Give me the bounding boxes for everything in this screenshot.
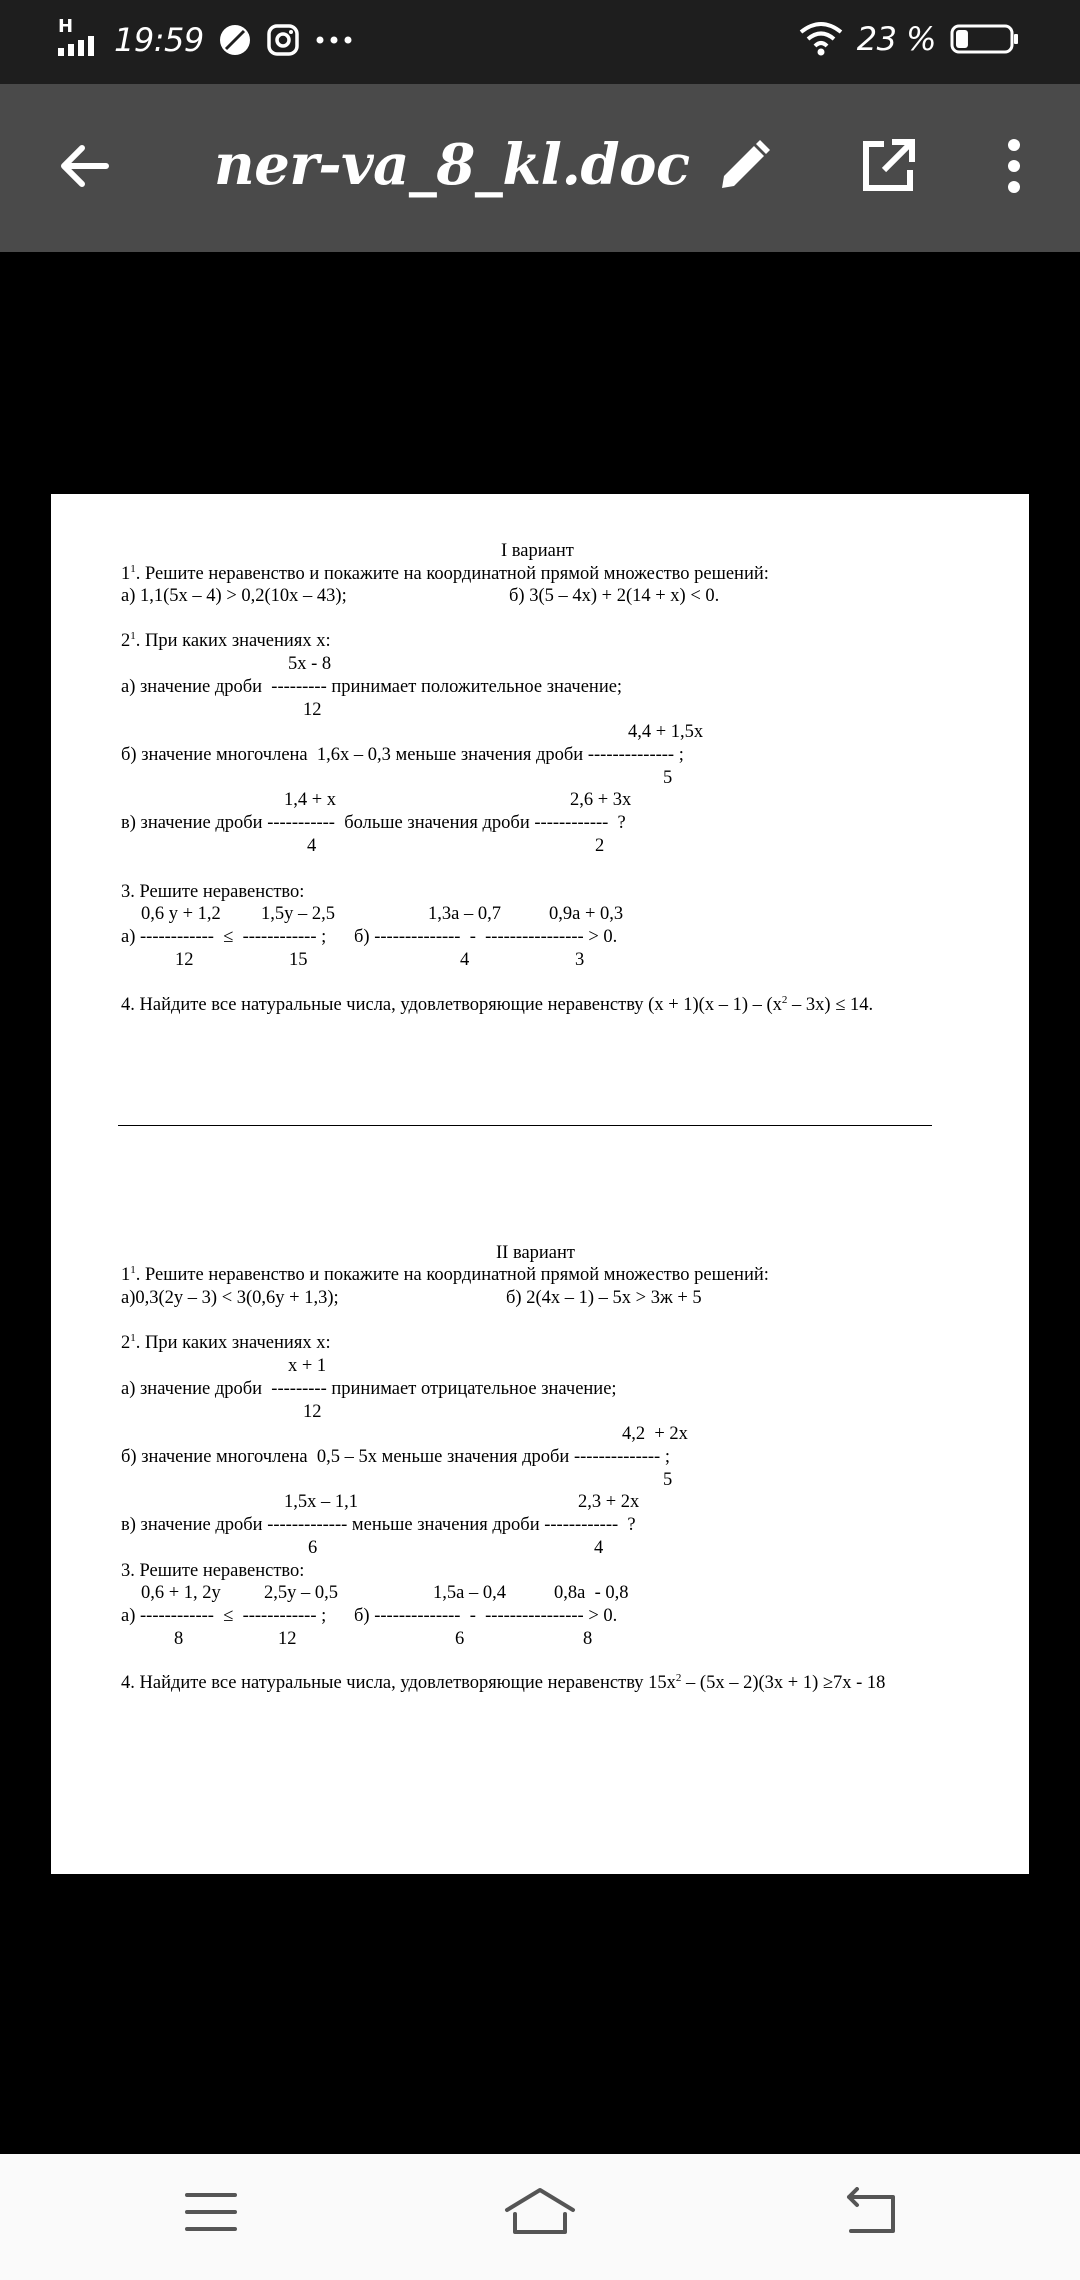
v1-task-2-a-numerator: 5x - 8 [288, 654, 332, 674]
v1-task-3-numerator-1: 0,6 y + 1,2 [141, 904, 221, 924]
battery-percent: 23 % [856, 20, 936, 58]
notification-leaf-icon [218, 23, 252, 57]
v2-task-2-b-denominator: 5 [663, 1470, 673, 1490]
v1-task-3-numerator-2: 1,5y – 2,5 [261, 904, 335, 924]
document-page[interactable] [51, 494, 1029, 1874]
v1-task-3-numerator-3: 1,3a – 0,7 [428, 904, 501, 924]
battery-icon [950, 22, 1020, 56]
v1-task-2-c-denominator-1: 4 [307, 836, 317, 856]
wifi-icon [799, 20, 843, 58]
menu-icon [183, 2189, 239, 2240]
v2-task-2-c: в) значение дроби ------------- меньше значения дроби ------------ ? [121, 1515, 636, 1535]
v1-task-4: 4. Найдите все натуральные числа, удовлетворяющие неравенству $(x + 1)(x - 1) - (x^2 - 3x) \le 14$. [121, 993, 874, 1015]
more-options-button[interactable] [982, 136, 1046, 200]
v2-task-3-numerator-1: 0,6 + 1, 2y [141, 1583, 221, 1603]
v1-task-3-denominator-4: 3 [575, 950, 585, 970]
status-bar [0, 0, 1080, 84]
v1-task-2-title: $2^1$. При каких значениях x: [121, 629, 331, 651]
v2-task-2-a: а) значение дроби --------- принимает отрицательное значение; [121, 1379, 617, 1399]
v2-task-2-c-numerator-1: 1,5x – 1,1 [284, 1492, 358, 1512]
more-notifications-icon [314, 23, 354, 57]
open-external-icon [858, 136, 918, 201]
v1-task-2-c-numerator-1: 1,4 + x [284, 790, 337, 810]
pencil-icon [714, 136, 774, 201]
v2-task-2-a-numerator: x + 1 [288, 1356, 327, 1376]
v1-task-2-b-numerator: 4,4 + 1,5x [628, 722, 704, 742]
v2-task-3-numerator-4: 0,8a - 0,8 [554, 1583, 629, 1603]
home-button[interactable] [505, 2184, 575, 2244]
v1-task-1-b: б) 3(5 – 4x) + 2(14 + x) < 0. [509, 586, 720, 606]
v2-task-3-denominator-3: 6 [455, 1629, 465, 1649]
app-bar [0, 84, 1080, 252]
v2-task-2-c-numerator-2: 2,3 + 2x [578, 1492, 640, 1512]
v2-task-1-title: $1^1$. Решите неравенство и покажите на координатной прямой множество решений: [121, 1263, 769, 1285]
v1-task-2-b: б) значение многочлена 1,6x – 0,3 меньше значения дроби -------------- ; [121, 745, 684, 765]
v2-task-1-b: б) 2(4x – 1) – 5x > 3ж + 5 [506, 1288, 702, 1308]
network-type: H [58, 16, 74, 37]
v2-task-1-a: а)0,3(2y – 3) < 3(0,6y + 1,3); [121, 1288, 339, 1308]
v2-task-3-numerator-2: 2,5y – 0,5 [264, 1583, 338, 1603]
v1-task-1-a: а) 1,1(5x – 4) > 0,2(10x – 43); [121, 586, 347, 606]
home-icon [503, 2186, 577, 2243]
v2-task-2-c-denominator-1: 6 [308, 1538, 318, 1558]
navigation-bar [0, 2154, 1080, 2280]
v1-task-3-denominator-3: 4 [460, 950, 470, 970]
v2-task-3-denominator-2: 12 [278, 1629, 297, 1649]
back-icon [843, 2187, 899, 2242]
v2-task-2-c-denominator-2: 4 [594, 1538, 604, 1558]
v1-task-2-c: в) значение дроби ----------- больше значения дроби ------------ ? [121, 813, 626, 833]
v2-task-2-a-denominator: 12 [303, 1402, 322, 1422]
v2-task-3-denominator-1: 8 [174, 1629, 184, 1649]
more-vertical-icon [999, 136, 1029, 201]
v1-task-3-denominator-2: 15 [289, 950, 308, 970]
variant-2-heading: II вариант [496, 1243, 575, 1263]
v2-task-3-numerator-3: 1,5a – 0,4 [433, 1583, 506, 1603]
variant-1-heading: I вариант [501, 541, 574, 561]
back-nav-button[interactable] [836, 2184, 906, 2244]
v1-task-3-fractions: а) ------------ ≤ ------------ ; б) -------------- - ---------------- > 0. [121, 927, 618, 947]
v2-task-2-title: $2^1$. При каких значениях x: [121, 1331, 331, 1353]
v1-task-2-c-numerator-2: 2,6 + 3x [570, 790, 632, 810]
v1-task-3-title: 3. Решите неравенство: [121, 882, 305, 902]
instagram-icon [266, 23, 300, 57]
signal-icon [56, 16, 100, 60]
v1-task-2-b-denominator: 5 [663, 768, 673, 788]
v1-task-2-a-denominator: 12 [303, 700, 322, 720]
v1-task-3-denominator-1: 12 [175, 950, 194, 970]
v2-task-3-denominator-4: 8 [583, 1629, 593, 1649]
arrow-left-icon [56, 138, 112, 199]
variant-separator [118, 1125, 932, 1126]
document-title: ner-va_8_kl.doc [214, 132, 690, 198]
v2-task-4: 4. Найдите все натуральные числа, удовлетворяющие неравенству $15x^2 - (5x - 2)(3x + 1) \ge 7x - 18$ [121, 1671, 886, 1693]
v1-task-1-title: $1^1$. Решите неравенство и покажите на координатной прямой множество решений: [121, 562, 769, 584]
v1-task-3-numerator-4: 0,9a + 0,3 [549, 904, 624, 924]
clock: 19:59 [114, 21, 204, 59]
recent-apps-button[interactable] [176, 2184, 246, 2244]
back-button[interactable] [52, 136, 116, 200]
v1-task-2-a: а) значение дроби --------- принимает положительное значение; [121, 677, 623, 697]
open-external-button[interactable] [856, 136, 920, 200]
v2-task-2-b: б) значение многочлена 0,5 – 5x меньше значения дроби -------------- ; [121, 1447, 670, 1467]
v2-task-2-b-numerator: 4,2 + 2x [622, 1424, 688, 1444]
v2-task-3-title: 3. Решите неравенство: [121, 1561, 305, 1581]
v1-task-2-c-denominator-2: 2 [595, 836, 605, 856]
v2-task-3-fractions: а) ------------ ≤ ------------ ; б) -------------- - ---------------- > 0. [121, 1606, 618, 1626]
edit-button[interactable] [712, 136, 776, 200]
